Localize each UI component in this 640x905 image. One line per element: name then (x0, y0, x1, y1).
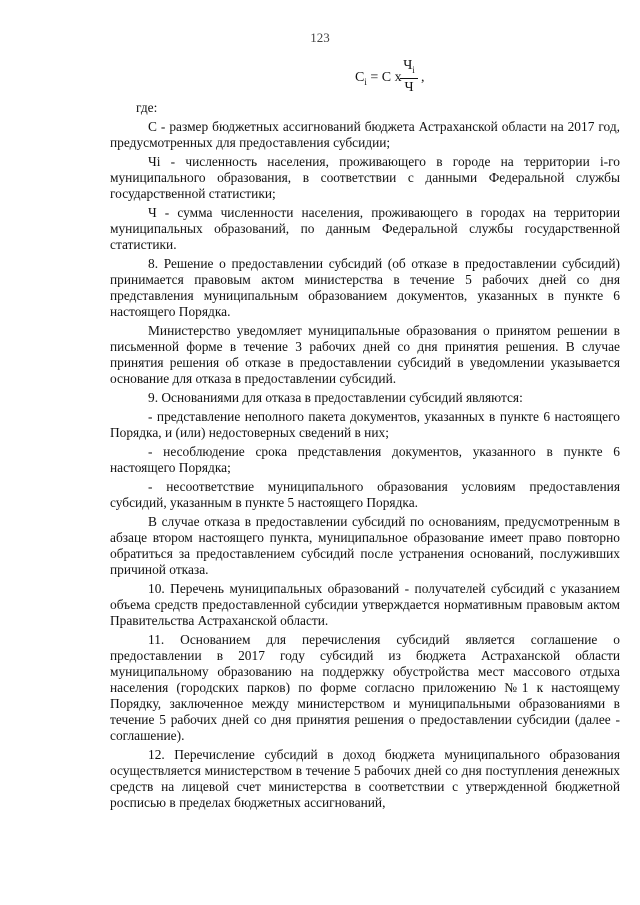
document-body (110, 100, 620, 814)
paragraph: В случае отказа в предоставлении субсидий по основаниям, предусмотренным в абзаце втором настоящего пункта, муниципальное образование имеет право повторно обратиться за предоставлением субсидий после устранения оснований, послуживших причиной отказа. (110, 514, 620, 577)
formula-tail: , (421, 70, 425, 85)
paragraph: - несоответствие муниципального образования условиям предоставления субсидий, указанным в пункте 5 настоящего Порядка. (110, 479, 620, 510)
paragraph: 11. Основанием для перечисления субсидий является соглашение о предоставлении в 2017 году субсидий из бюджета Астраханской области муниципальному образованию на поддержку обустройства мест массового отдыха населения (городских парков) по форме согласно приложению №1 к настоящему Порядку, заключенное между министерством и муниципальными образованиями в течение 5 рабочих дней со дня принятия решения о предоставлении субсидии (далее - соглашение). (110, 632, 620, 743)
paragraph: Ч - сумма численности населения, проживающего в городах на территории муниципальных образований, по данным Федеральной службы государственной статистики. (110, 205, 620, 252)
formula (355, 58, 465, 98)
formula-fraction (400, 58, 418, 96)
paragraph: Министерство уведомляет муниципальные образования о принятом решении в письменной форме в течение 3 рабочих дней со дня принятия решения. В случае принятия решения об отказе в предоставлении субсидий в уведомлении указывается основание для отказа в предоставлении субсидий. (110, 323, 620, 386)
paragraph: С - размер бюджетных ассигнований бюджета Астраханской области на 2017 год, предусмотренных для предоставления субсидии; (110, 119, 620, 150)
paragraph: - представление неполного пакета документов, указанных в пункте 6 настоящего Порядка, и (или) недостоверных сведений в них; (110, 409, 620, 440)
page-number: 123 (310, 30, 330, 45)
paragraph: 8. Решение о предоставлении субсидий (об отказе в предоставлении субсидий) принимается правовым актом министерства в течение 5 рабочих дней со дня представления муниципальным образованием документов, указанных в пункте 6 настоящего Порядка. (110, 256, 620, 319)
paragraph: - несоблюдение срока представления документов, указанного в пункте 6 настоящего Порядка; (110, 444, 620, 475)
formula-denominator: Ч (404, 79, 414, 95)
paragraph-where: где: (136, 100, 158, 115)
paragraph: 12. Перечисление субсидий в доход бюджета муниципального образования осуществляется министерством в течение 5 рабочих дней со дня поступления денежных средств на лицевой счет министерства в соответствии с утвержденной бюджетной росписью в пределах бюджетных ассигнований, (110, 747, 620, 810)
paragraph: 9. Основаниями для отказа в предоставлении субсидий являются: (148, 390, 523, 405)
paragraph: Чi - численность населения, проживающего в городе на территории i-го муниципального образования, в соответствии с данными Федеральной службы государственной статистики; (110, 154, 620, 201)
paragraph: 10. Перечень муниципальных образований - получателей субсидий с указанием объема средств предоставленной субсидии утверждается нормативным правовым актом Правительства Астраханской области. (110, 581, 620, 628)
formula-numerator: $Ч_i$ (400, 58, 418, 79)
formula-lhs: $C_i = C$ x (355, 70, 402, 87)
